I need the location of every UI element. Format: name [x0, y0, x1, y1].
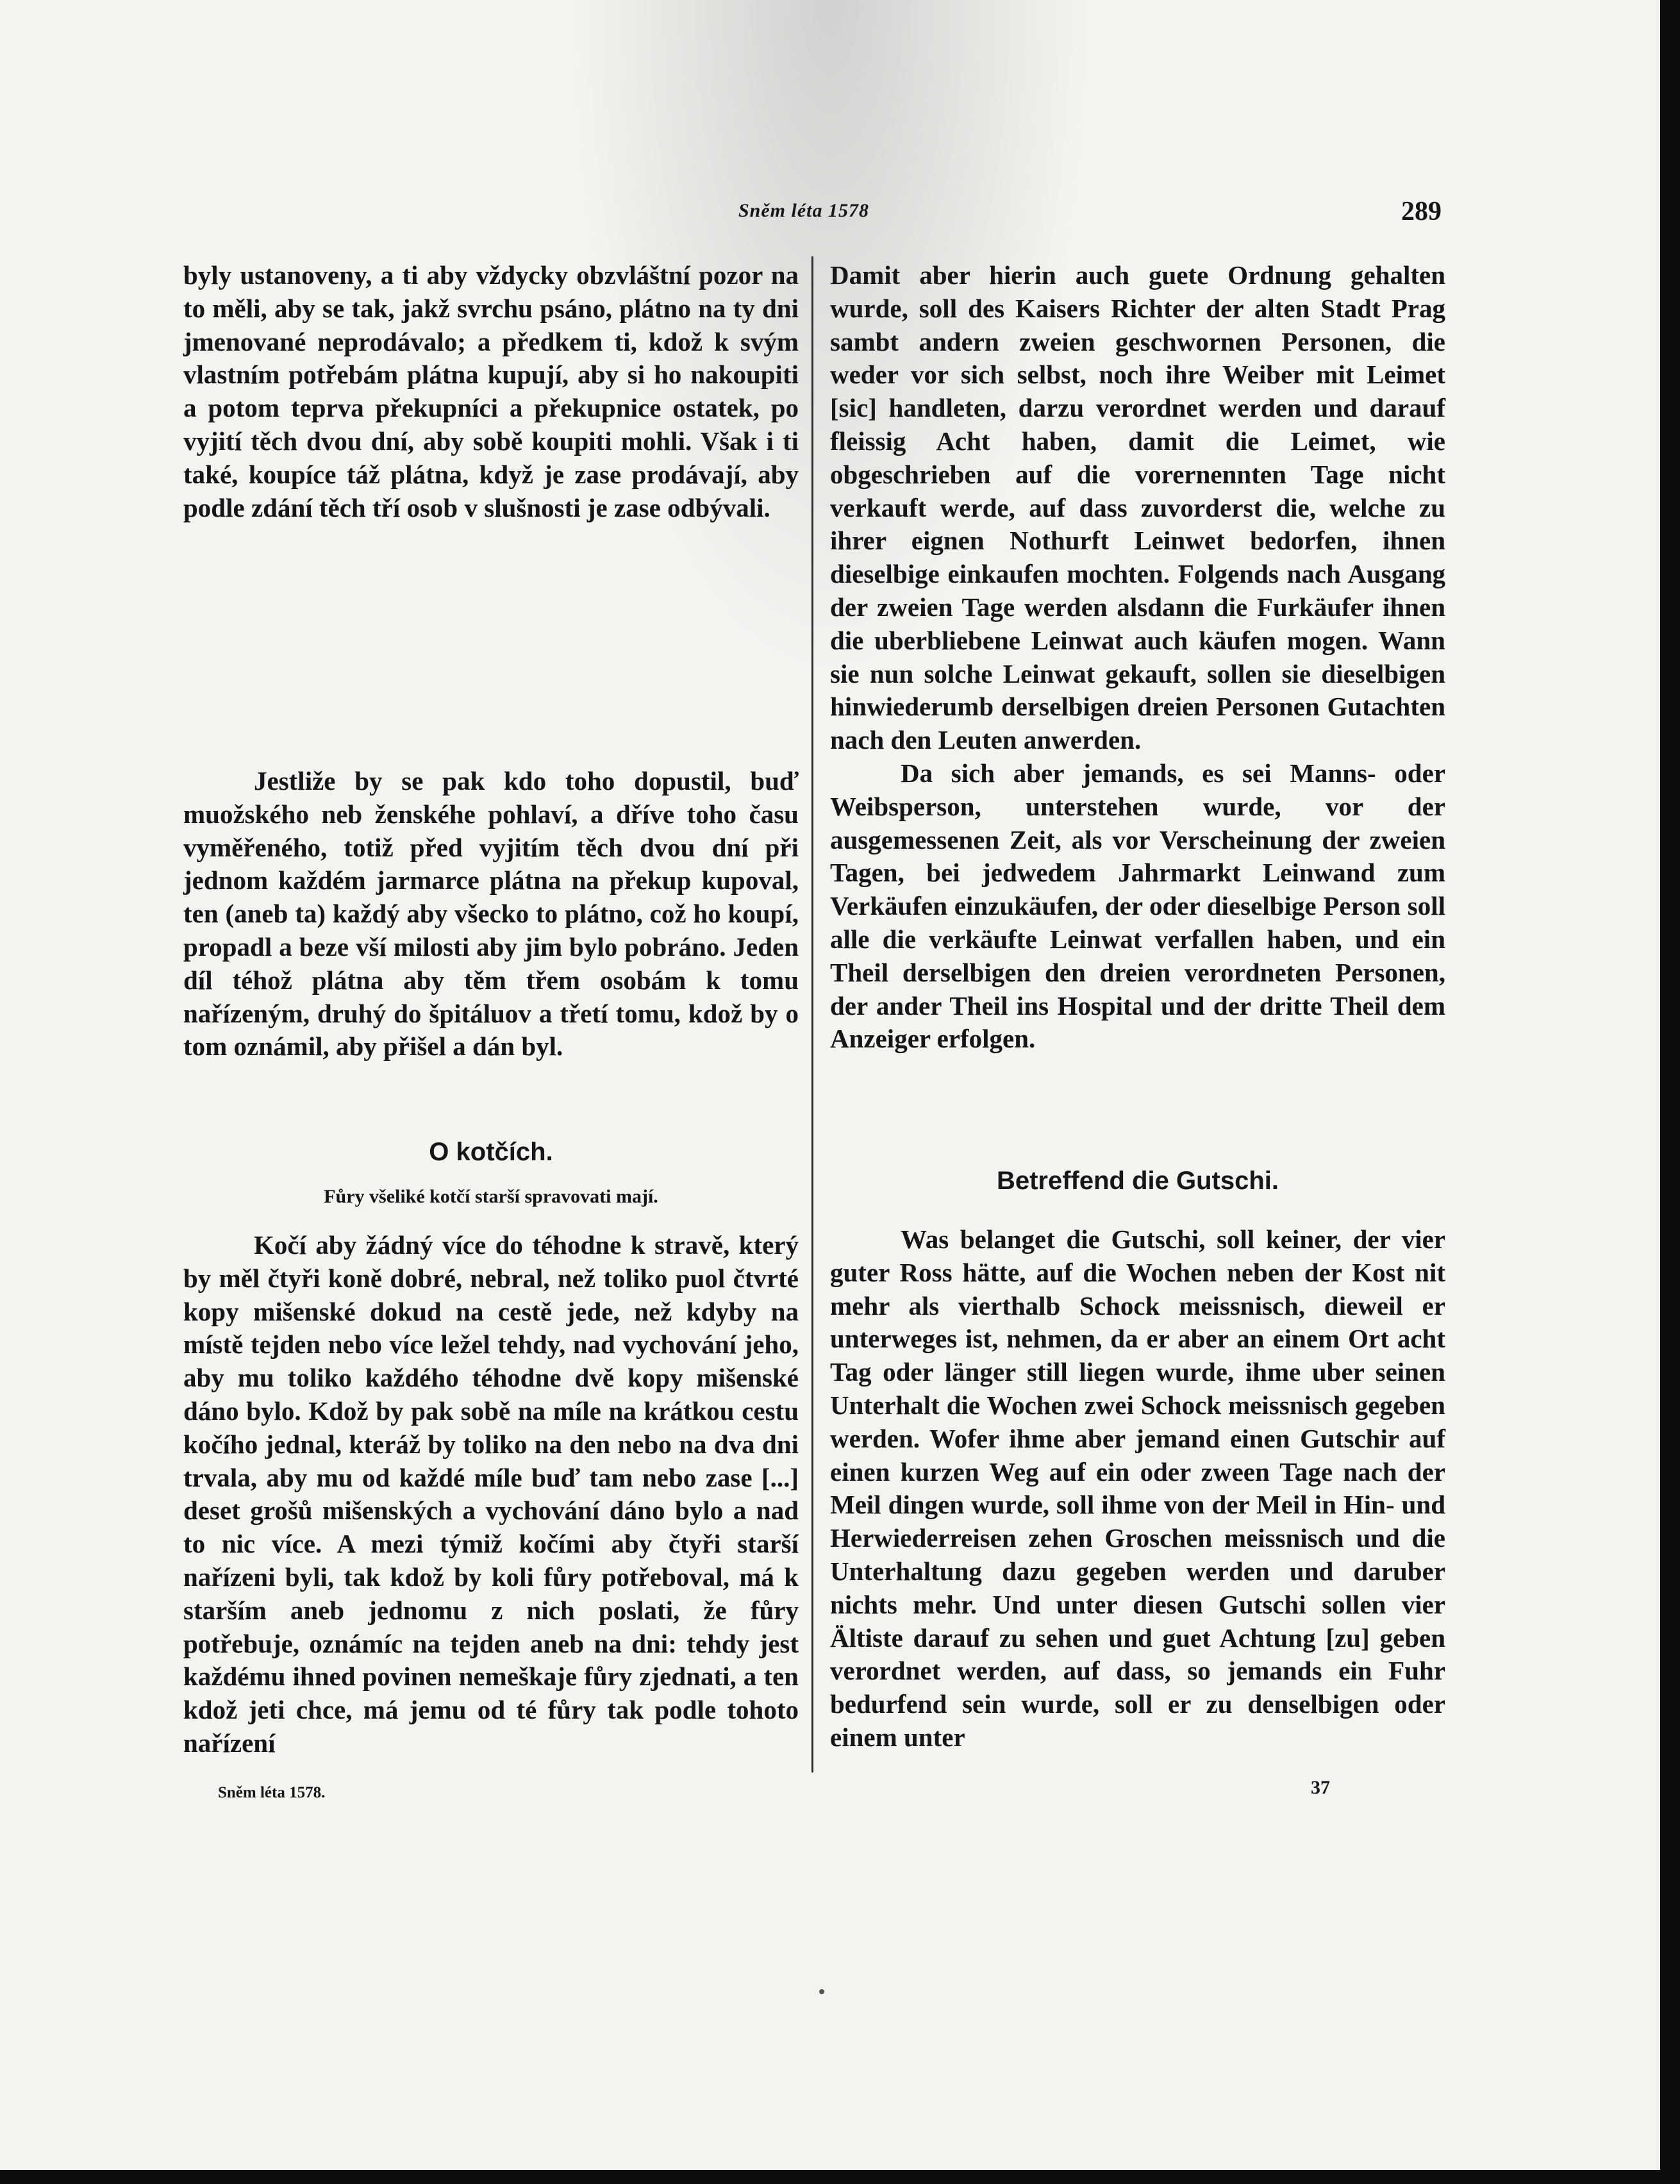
left-column-block-2 [183, 765, 799, 1063]
german-paragraph-3: Was belanget die Gutschi, soll keiner, der vier guter Ross hätte, auf die Wochen neben der Kost nit mehr als vierthalb Schock meissnisch, dieweil er unterweges ist, nehmen, da er aber an einem Ort acht Tag oder länger still liegen wurde, ihme uber seinen Unterhalt die Wochen zwei Schock meissnisch gegeben werden. Wofer ihme aber jemand einen Gutschir auf einen kurzen Weg auf ein oder zween Tage nach der Meil dingen wurde, soll ihme von der Meil in Hin- und Herwiederreisen zehen Groschen meissnisch und die Unterhaltung dazu gegeben werden und daruber nichts mehr. Und unter diesen Gutschi sollen vier Ältiste darauf zu sehen und guet Achtung [zu] geben verordnet werden, auf dass, so jemands ein Fuhr bedurfend sein wurde, soll er zu denselbigen oder einem unter [830, 1224, 1445, 1752]
czech-section-subtitle: Fůry všeliké kotčí starší spravovati mají. [324, 1186, 658, 1207]
left-column-block-3 [183, 1229, 799, 1760]
left-column-block-1 [183, 259, 799, 524]
german-section-title: Betreffend die Gutschi. [996, 1167, 1279, 1195]
scan-speck [819, 1989, 824, 1994]
german-paragraph-1: Damit aber hierin auch guete Ordnung gehalten wurde, soll des Kaisers Richter der alten Stadt Prag sambt andern zweien geschwornen Personen, die weder vor sich selbst, noch ihre Weiber mit Leimet [sic] handleten, darzu verordnet werden und darauf fleissig Acht haben, damit die Leimet, wie obgeschrieben auf die vorernennten Tage nicht verkauft werde, auf dass zuvorderst die, welche zu ihrer eignen Nothurft Leinwet bedorfen, ihnen dieselbige einkaufen mochten. Folgends nach Ausgang der zweien Tage werden alsdann die Furkäufer ihnen die uberbliebene Leinwat auch käufen mogen. Wann sie nun solche Leinwat gekauft, sollen sie dieselbigen hinwiederumb derselbigen dreien Personen Gutachten nach den Leuten anwerden. [830, 260, 1445, 755]
page-number: 289 [1401, 197, 1442, 226]
right-column-block-1 [830, 259, 1445, 1056]
german-paragraph-2: Da sich aber jemands, es sei Manns- oder Weibsperson, unterstehen wurde, vor der ausgemessenen Zeit, als vor Verscheinung der zweien Tagen, bei jedwedem Jahrmarkt Leinwand zum Verkäufen einzukäufen, der oder dieselbige Person soll alle die verkäufte Leinwat verfallen haben, und ein Theil derselbigen den dreien verordneten Personen, der ander Theil ins Hospital und der dritte Theil dem Anzeiger erfolgen. [830, 758, 1445, 1054]
sheet-number: 37 [1311, 1777, 1330, 1798]
czech-paragraph-1: byly ustanoveny, a ti aby vždycky obzvláštní pozor na to měli, aby se tak, jakž svrchu psáno, plátno na ty dni jmenované neprodávalo; a předkem ti, kdož k svým vlastním potřebám plátna kupují, aby si ho nakoupiti a potom teprva překupníci a překupnice ostatek, po vyjití těch dvou dní, aby sobě koupiti mohli. Však i ti také, koupíce táž plátna, když je zase prodávají, aby podle zdání těch tří osob v slušnosti je zase odbývali. [183, 260, 799, 522]
czech-section-title: O kotčích. [429, 1138, 553, 1166]
signature-mark: Sněm léta 1578. [218, 1784, 326, 1801]
czech-paragraph-3: Kočí aby žádný více do téhodne k stravě, který by měl čtyři koně dobré, nebral, než toliko puol čtvrté kopy mišenské dokud na cestě jede, než kdyby na místě tejden nebo více ležel tehdy, nad vychování jeho, aby mu toliko každého téhodne dvě kopy mišenské dáno bylo. Kdož by pak sobě na míle na krátkou cestu kočího jednal, kteráž by toliko na den nebo na dva dni trvala, aby mu od každé míle buď tam nebo zase [...] deset grošů mišenských a vychování dáno bylo a nad to nic více. A mezi týmiž kočími aby čtyři starší nařízeni byli, tak kdož by koli fůry potřeboval, má k starším aneb jednomu z nich poslati, že fůry potřebuje, oznámíc na tejden aneb na dni: tehdy jest každému ihned povinen nemeškaje fůry zjednati, a ten kdož jeti chce, má jemu od té fůry tak podle tohoto nařízení [183, 1230, 799, 1758]
right-column-block-2 [830, 1223, 1445, 1755]
column-divider [811, 256, 813, 1772]
czech-paragraph-2: Jestliže by se pak kdo toho dopustil, buď muožského neb ženskéhe pohlaví, a dříve toho času vyměřeného, totiž před vyjitím těch dvou dní při jednom každém jarmarce plátna na překup kupoval, ten (aneb ta) každý aby všecko to plátno, což ho koupí, propadl a beze vší milosti aby jim bylo pobráno. Jeden díl téhož plátna aby těm třem osobám k tomu nařízeným, druhý do špitáluov a třetí tomu, kdož by o tom oznámil, aby přišel a dán byl. [183, 766, 799, 1062]
running-title: Sněm léta 1578 [738, 200, 870, 221]
